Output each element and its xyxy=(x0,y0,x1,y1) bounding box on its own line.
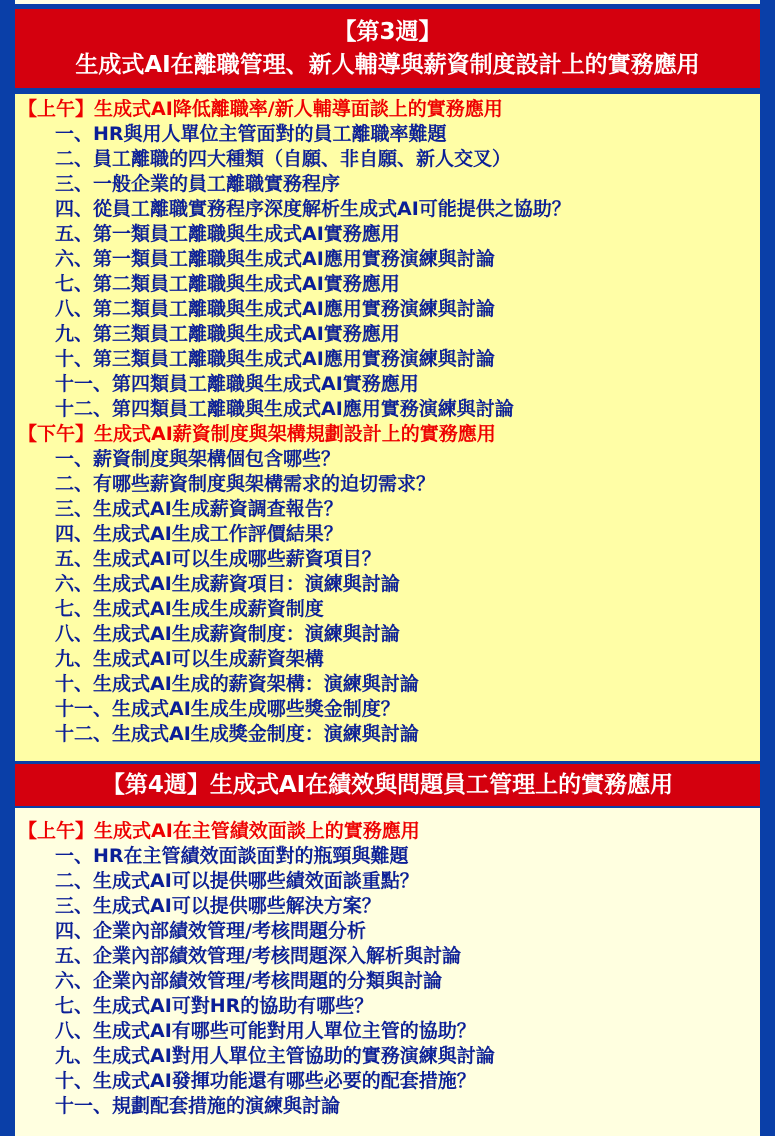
list-item: 五、企業內部績效管理/考核問題深入解析與討論 xyxy=(55,945,461,967)
week4-header: 【第4週】生成式AI在績效與問題員工管理上的實務應用 xyxy=(15,764,760,806)
list-item: 四、從員工離職實務程序深度解析生成式AI可能提供之協助？ xyxy=(55,198,571,220)
list-item: 十、第三類員工離職與生成式AI應用實務演練與討論 xyxy=(55,348,495,370)
list-item: 六、企業內部績效管理/考核問題的分類與討論 xyxy=(55,970,442,992)
week4-content-panel xyxy=(15,808,760,1136)
list-item: 八、生成式AI有哪些可能對用人單位主管的協助？ xyxy=(55,1020,476,1042)
list-item: 五、生成式AI可以生成哪些薪資項目？ xyxy=(55,548,381,570)
list-item: 十二、生成式AI生成獎金制度：演練與討論 xyxy=(55,723,419,745)
list-item: 三、一般企業的員工離職實務程序 xyxy=(55,173,341,195)
list-item: 六、第一類員工離職與生成式AI應用實務演練與討論 xyxy=(55,248,495,270)
list-item: 十一、規劃配套措施的演練與討論 xyxy=(55,1095,341,1117)
list-item: 二、生成式AI可以提供哪些績效面談重點？ xyxy=(55,870,419,892)
list-item: 四、生成式AI生成工作評價結果？ xyxy=(55,523,343,545)
list-item: 七、生成式AI生成生成薪資制度 xyxy=(55,598,324,620)
list-item: 八、第二類員工離職與生成式AI應用實務演練與討論 xyxy=(55,298,495,320)
list-item: 五、第一類員工離職與生成式AI實務應用 xyxy=(55,223,400,245)
list-item: 二、員工離職的四大種類（自願、非自願、新人交叉） xyxy=(55,148,512,170)
list-item: 九、第三類員工離職與生成式AI實務應用 xyxy=(55,323,400,345)
list-item: 二、有哪些薪資制度與架構需求的迫切需求？ xyxy=(55,473,436,495)
list-item: 十、生成式AI發揮功能還有哪些必要的配套措施？ xyxy=(55,1070,476,1092)
list-item: 八、生成式AI生成薪資制度：演練與討論 xyxy=(55,623,400,645)
week4-morning-header: 【上午】生成式AI在主管績效面談上的實務應用 xyxy=(18,820,420,842)
list-item: 四、企業內部績效管理/考核問題分析 xyxy=(55,920,366,942)
week3-morning-header: 【上午】生成式AI降低離職率/新人輔導面談上的實務應用 xyxy=(18,98,503,120)
week3-label: 【第3週】 xyxy=(333,19,442,45)
list-item: 十、生成式AI生成的薪資架構：演練與討論 xyxy=(55,673,419,695)
list-item: 七、第二類員工離職與生成式AI實務應用 xyxy=(55,273,400,295)
top-divider xyxy=(15,0,760,4)
list-item: 一、HR與用人單位主管面對的員工離職率難題 xyxy=(55,123,447,145)
list-item: 三、生成式AI可以提供哪些解決方案？ xyxy=(55,895,381,917)
list-item: 三、生成式AI生成薪資調查報告？ xyxy=(55,498,343,520)
list-item: 七、生成式AI可對HR的協助有哪些？ xyxy=(55,995,374,1017)
week3-afternoon-header: 【下午】生成式AI薪資制度與架構規劃設計上的實務應用 xyxy=(18,423,496,445)
list-item: 六、生成式AI生成薪資項目：演練與討論 xyxy=(55,573,400,595)
list-item: 九、生成式AI對用人單位主管協助的實務演練與討論 xyxy=(55,1045,495,1067)
list-item: 十一、第四類員工離職與生成式AI實務應用 xyxy=(55,373,419,395)
list-item: 一、薪資制度與架構個包含哪些？ xyxy=(55,448,341,470)
list-item: 十一、生成式AI生成生成哪些獎金制度？ xyxy=(55,698,400,720)
week3-content-panel xyxy=(15,94,760,761)
list-item: 九、生成式AI可以生成薪資架構 xyxy=(55,648,324,670)
list-item: 一、HR在主管績效面談面對的瓶頸與難題 xyxy=(55,845,409,867)
week3-title: 生成式AI在離職管理、新人輔導與薪資制度設計上的實務應用 xyxy=(75,52,700,78)
week3-header xyxy=(15,9,760,88)
list-item: 十二、第四類員工離職與生成式AI應用實務演練與討論 xyxy=(55,398,514,420)
